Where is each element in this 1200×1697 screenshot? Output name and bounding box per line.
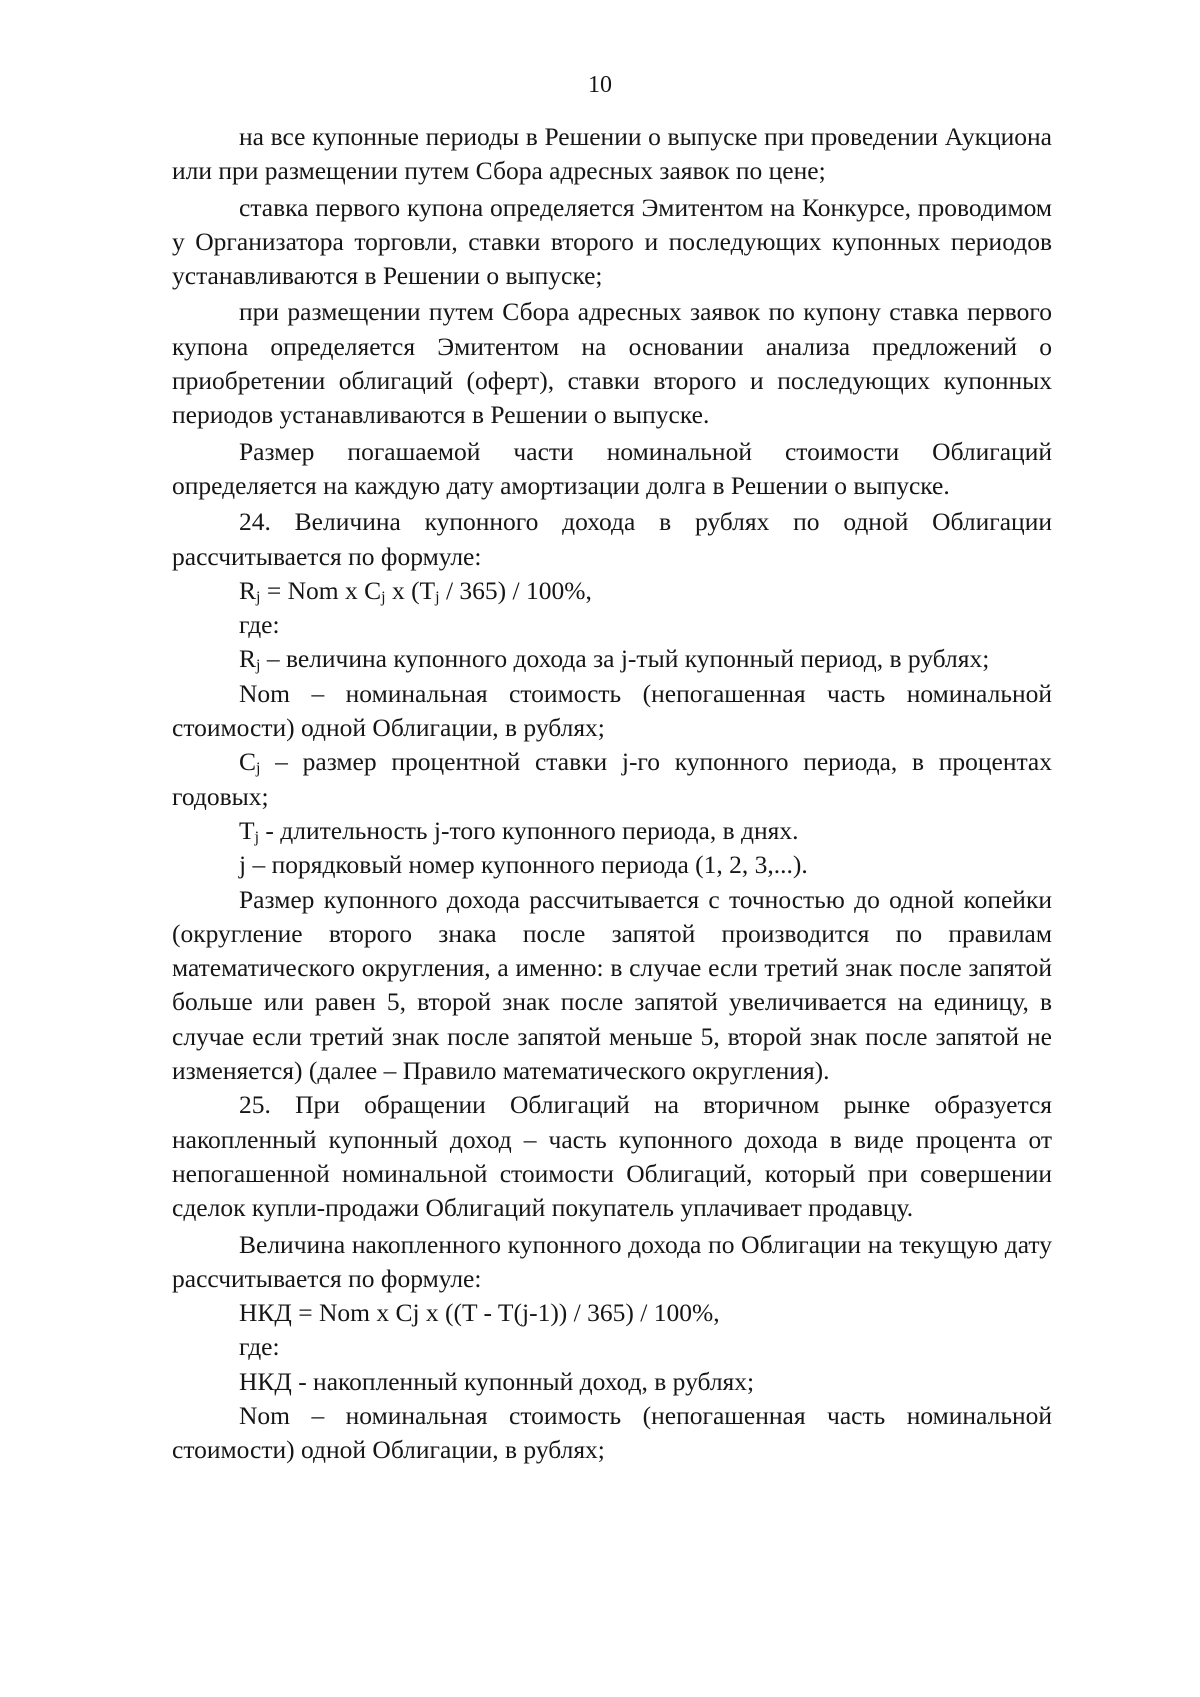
definition-r: $R_j$ – величина купонного дохода за j-тый купонный период, в рублях; <box>239 644 990 675</box>
definition-j: j – порядковый номер купонного периода (1, 2, 3,...). <box>239 850 808 880</box>
page-body <box>172 120 1052 1468</box>
definition-nom-2: Nom – номинальная стоимость (непогашенная часть номинальной стоимости) одной Облигации, в рублях; <box>172 1400 1052 1465</box>
formula-accrued-income: НКД = Nom x Cj x ((T - T(j-1)) / 365) / 100%, <box>239 1298 720 1328</box>
formula-coupon-income: $R_j$ = Nom x $C_j$ x $(T_j / 365) / 100\%$, <box>239 575 592 606</box>
paragraph-item-25: 25. При обращении Облигаций на вторичном рынке образуется накопленный купонный доход – часть купонного дохода в виде процента от непогашенной номинальной стоимости Облигаций, который при совершении сделок купли-продажи Облигаций покупатель уплачивает продавцу. <box>172 1090 1052 1223</box>
paragraph-rounding: Размер купонного дохода рассчитывается с точностью до одной копейки (округление второго знака после запятой производится по правилам математического округления, а именно: в случае если третий знак после запятой больше или равен 5, второй знак после запятой увеличивается на единицу, в случае если третий знак после запятой меньше 5, второй знак после запятой не изменяется) (далее – Правило математического округления). <box>172 884 1052 1086</box>
definition-nom: Nom – номинальная стоимость (непогашенная часть номинальной стоимости) одной Облигации, в рублях; <box>172 678 1052 743</box>
paragraph-accrued-income: Величина накопленного купонного дохода по Облигации на текущую дату рассчитывается по формуле: <box>172 1229 1052 1293</box>
paragraph-amortization: Размер погашаемой части номинальной стоимости Облигаций определяется на каждую дату амортизации долга в Решении о выпуске. <box>172 436 1052 500</box>
where-label-2: где: <box>239 1332 280 1362</box>
definition-t: $T_j$ - длительность j-того купонного периода, в днях. <box>239 815 799 846</box>
where-label: где: <box>239 610 280 640</box>
paragraph-item-24: 24. Величина купонного дохода в рублях по одной Облигации рассчитывается по формуле: <box>172 507 1052 571</box>
page-number: 10 <box>588 72 612 98</box>
paragraph-first-coupon-contest: ставка первого купона определяется Эмитентом на Конкурсе, проводимом у Организатора торговли, ставки второго и последующих купонных периодов устанавливаются в Решении о выпуске; <box>172 192 1052 291</box>
definition-c: $C_j$ – размер процентной ставки j-го купонного периода, в процентах годовых; <box>172 747 1052 811</box>
paragraph-coupon-periods: на все купонные периоды в Решении о выпуске при проведении Аукциона или при размещении путем Сбора адресных заявок по цене; <box>172 122 1052 186</box>
definition-nkd: НКД - накопленный купонный доход, в рублях; <box>239 1366 755 1396</box>
paragraph-first-coupon-book: при размещении путем Сбора адресных заявок по купону ставка первого купона определяется Эмитентом на основании анализа предложений о приобретении облигаций (оферт), ставки второго и последующих купонных периодов устанавливаются в Решении о выпуске. <box>172 297 1052 430</box>
